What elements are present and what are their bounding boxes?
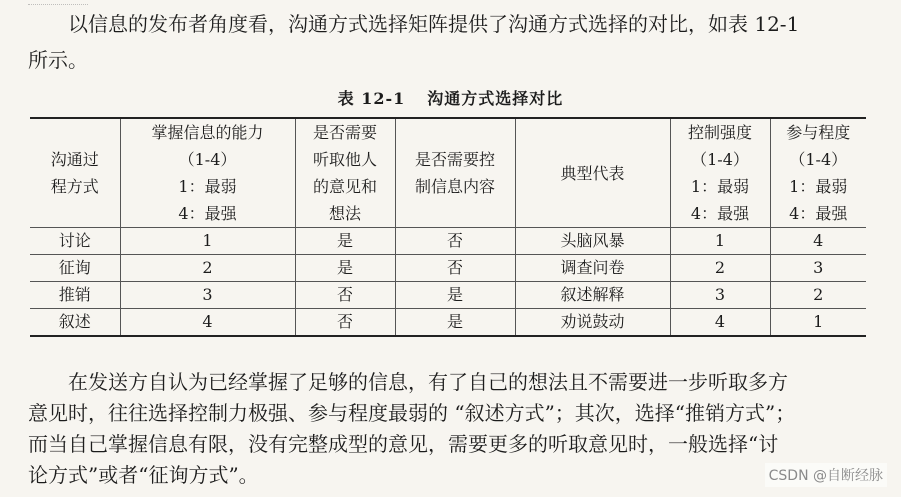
table-cell: 推销: [30, 282, 120, 309]
table-row: [30, 228, 866, 255]
table-cell: 劝说鼓动: [515, 309, 670, 337]
table-cell: 否: [395, 255, 515, 282]
table-cell: 3: [670, 282, 770, 309]
table-caption-title: 沟通方式选择对比: [427, 89, 564, 108]
table-cell: 2: [670, 255, 770, 282]
table-cell: 是: [295, 228, 395, 255]
header-cell-typical: 典型代表: [515, 118, 670, 228]
table-row: [30, 255, 866, 282]
table-cell: 讨论: [30, 228, 120, 255]
table-cell: 1: [120, 228, 295, 255]
paragraph-line-4: 论方式”或者“征询方式”。: [28, 463, 259, 487]
table-cell: 调查问卷: [515, 255, 670, 282]
table-cell: 是: [295, 255, 395, 282]
table-cell: 否: [295, 309, 395, 337]
table-cell: 是: [395, 309, 515, 337]
table-caption-number: 表 12-1: [337, 89, 406, 108]
table-row: [30, 282, 866, 309]
table-cell: 1: [770, 309, 866, 337]
table-cell: 3: [770, 255, 866, 282]
intro-text: [28, 6, 878, 78]
table-cell: 征询: [30, 255, 120, 282]
header-cell-participation: 参与程度 （1-4） 1：最弱 4：最强: [770, 118, 866, 228]
intro-line-1: 以信息的发布者角度看，沟通方式选择矩阵提供了沟通方式选择的对比，如表 12-1: [68, 12, 800, 36]
table-caption: [0, 86, 901, 109]
paragraph-line-2: 意见时，往往选择控制力极强、参与程度最弱的 “叙述方式”；其次，选择“推销方式”；: [28, 401, 796, 425]
table-cell: 1: [670, 228, 770, 255]
header-cell-info-ability: 掌握信息的能力 （1-4） 1：最弱 4：最强: [120, 118, 295, 228]
comparison-table: [30, 117, 866, 337]
table-cell: 否: [295, 282, 395, 309]
table-cell: 4: [670, 309, 770, 337]
table-cell: 2: [770, 282, 866, 309]
body-paragraph: [28, 367, 880, 491]
table-cell: 4: [120, 309, 295, 337]
table-row: [30, 309, 866, 337]
table-cell: 2: [120, 255, 295, 282]
header-cell-method: 沟通过 程方式: [30, 118, 120, 228]
table-cell: 是: [395, 282, 515, 309]
table-cell: 头脑风暴: [515, 228, 670, 255]
csdn-watermark: CSDN @自断经脉: [765, 463, 887, 487]
intro-line-2: 所示。: [28, 48, 88, 72]
table-cell: 3: [120, 282, 295, 309]
table-cell: 否: [395, 228, 515, 255]
table-cell: 叙述: [30, 309, 120, 337]
header-cell-need-listen: 是否需要 听取他人 的意见和 想法: [295, 118, 395, 228]
table-cell: 4: [770, 228, 866, 255]
paragraph-line-1: 在发送方自认为已经掌握了足够的信息，有了自己的想法且不需要进一步听取多方: [68, 370, 788, 394]
table-header-row: [30, 118, 866, 228]
paragraph-line-3: 而当自己掌握信息有限，没有完整成型的意见，需要更多的听取意见时，一般选择“讨: [28, 432, 779, 456]
table-cell: 叙述解释: [515, 282, 670, 309]
cropped-previous-line: [28, 0, 88, 5]
header-cell-control-strength: 控制强度 （1-4） 1：最弱 4：最强: [670, 118, 770, 228]
header-cell-need-control: 是否需要控 制信息内容: [395, 118, 515, 228]
